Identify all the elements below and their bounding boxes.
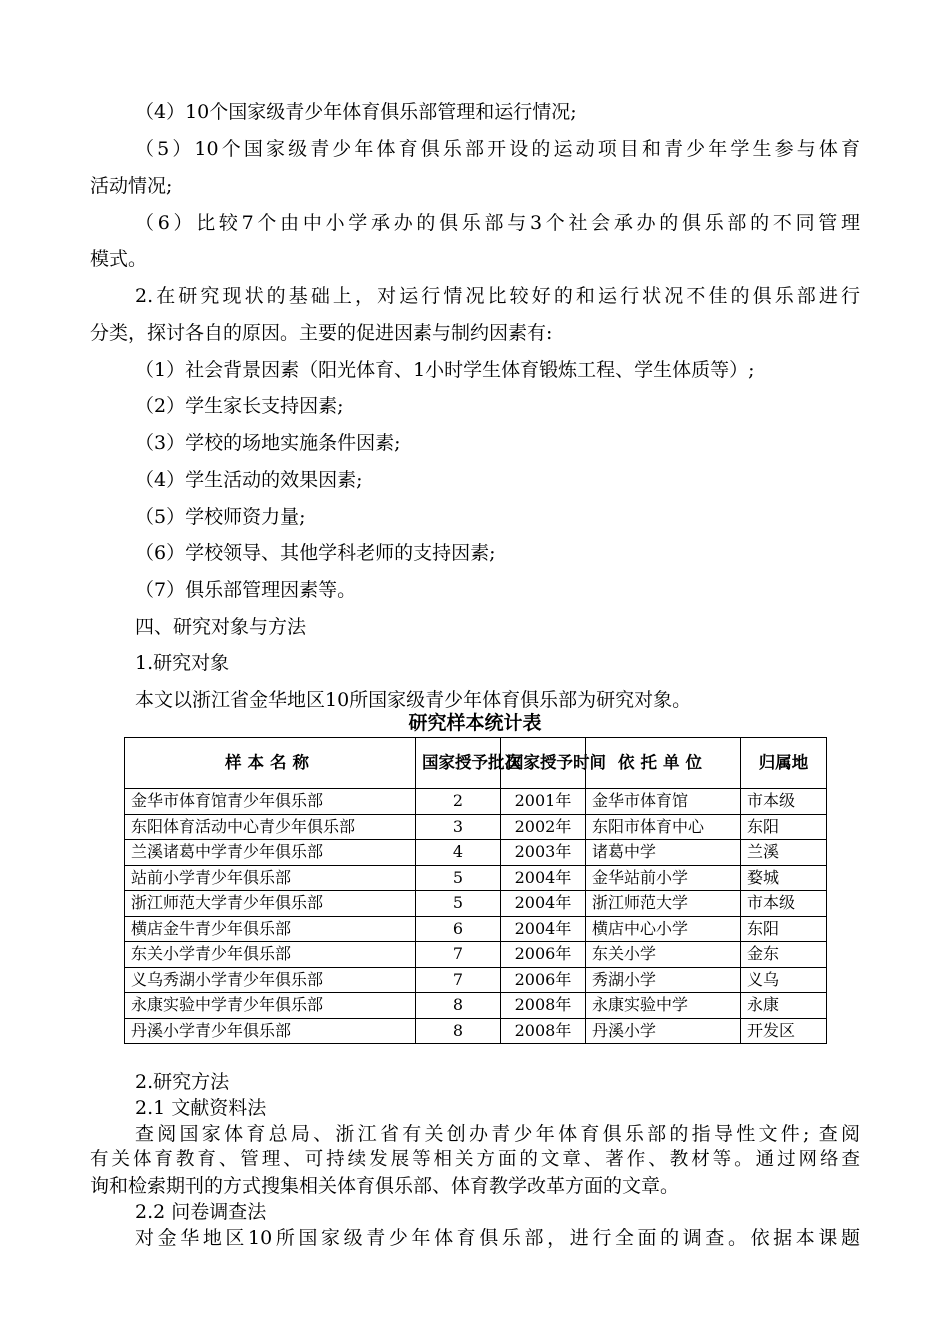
- cell-year: 2004年: [501, 916, 586, 942]
- cell-batch: 7: [416, 942, 501, 968]
- cell-batch: 7: [416, 967, 501, 993]
- item-6-compare-models: （6）比较7个由中小学承办的俱乐部与3个社会承办的俱乐部的不同管理: [135, 212, 860, 234]
- item-5-sports-projects: （5）10个国家级青少年体育俱乐部开设的运动项目和青少年学生参与体育: [135, 138, 860, 160]
- cell-host-unit: 东阳市体育中心: [586, 814, 741, 840]
- cell-sample-name: 东阳体育活动中心青少年俱乐部: [125, 814, 416, 840]
- table-row: [125, 916, 827, 942]
- table-caption: 研究样本统计表: [408, 712, 542, 734]
- cell-sample-name: 横店金牛青少年俱乐部: [125, 916, 416, 942]
- cell-host-unit: 金华站前小学: [586, 865, 741, 891]
- cell-year: 2003年: [501, 840, 586, 866]
- cell-batch: 5: [416, 865, 501, 891]
- table-row: [125, 942, 827, 968]
- cell-host-unit: 金华市体育馆: [586, 789, 741, 815]
- factor-7-club-management: （7）俱乐部管理因素等。: [135, 579, 357, 601]
- method-2-2-paragraph-line-1: 对金华地区10所国家级青少年体育俱乐部，进行全面的调查。依据本课题: [135, 1227, 860, 1249]
- cell-year: 2006年: [501, 967, 586, 993]
- header-host-unit: 依托单位: [586, 738, 741, 789]
- table-row: [125, 967, 827, 993]
- cell-location: 义乌: [741, 967, 827, 993]
- table-row: [125, 865, 827, 891]
- method-2-1-paragraph-line-3: 询和检索期刊的方式搜集相关体育俱乐部、体育教学改革方面的文章。: [90, 1175, 680, 1197]
- cell-sample-name: 浙江师范大学青少年俱乐部: [125, 891, 416, 917]
- cell-host-unit: 秀湖小学: [586, 967, 741, 993]
- table-row: [125, 814, 827, 840]
- sample-statistics-table: [124, 737, 827, 1044]
- cell-sample-name: 金华市体育馆青少年俱乐部: [125, 789, 416, 815]
- factor-1-social-background: （1）社会背景因素（阳光体育、1小时学生体育锻炼工程、学生体质等）;: [135, 359, 755, 381]
- method-2-1-paragraph-line-2: 有关体育教育、管理、可持续发展等相关方面的文章、著作、教材等。通过网络查: [90, 1149, 860, 1170]
- cell-host-unit: 横店中心小学: [586, 916, 741, 942]
- cell-year: 2008年: [501, 993, 586, 1019]
- cell-batch: 6: [416, 916, 501, 942]
- cell-host-unit: 浙江师范大学: [586, 891, 741, 917]
- method-2-1-heading: 2.1 文献资料法: [135, 1097, 267, 1119]
- cell-location: 开发区: [741, 1018, 827, 1044]
- cell-location: 东阳: [741, 814, 827, 840]
- item-4-club-management: （4）10个国家级青少年体育俱乐部管理和运行情况;: [135, 101, 577, 123]
- cell-host-unit: 永康实验中学: [586, 993, 741, 1019]
- section-4-heading: 四、研究对象与方法: [135, 616, 307, 638]
- item-6-continuation: 模式。: [90, 248, 148, 270]
- cell-location: 永康: [741, 993, 827, 1019]
- subsection-1-heading: 1.研究对象: [135, 652, 230, 674]
- factor-6-leadership-support: （6）学校领导、其他学科老师的支持因素;: [135, 542, 496, 564]
- cell-year: 2001年: [501, 789, 586, 815]
- cell-location: 兰溪: [741, 840, 827, 866]
- table-row: [125, 993, 827, 1019]
- cell-host-unit: 东关小学: [586, 942, 741, 968]
- cell-location: 婺城: [741, 865, 827, 891]
- cell-host-unit: 丹溪小学: [586, 1018, 741, 1044]
- factor-5-teacher-resources: （5）学校师资力量;: [135, 506, 306, 528]
- header-location: 归属地: [741, 738, 827, 789]
- cell-host-unit: 诸葛中学: [586, 840, 741, 866]
- table-row: [125, 891, 827, 917]
- cell-sample-name: 站前小学青少年俱乐部: [125, 865, 416, 891]
- item-5-continuation: 活动情况;: [90, 175, 173, 197]
- cell-sample-name: 永康实验中学青少年俱乐部: [125, 993, 416, 1019]
- research-object-statement: 本文以浙江省金华地区10所国家级青少年体育俱乐部为研究对象。: [135, 689, 692, 711]
- point-2-continuation: 分类，探讨各自的原因。主要的促进因素与制约因素有:: [90, 322, 553, 344]
- cell-location: 东阳: [741, 916, 827, 942]
- cell-year: 2008年: [501, 1018, 586, 1044]
- point-2-classification: 2.在研究现状的基础上，对运行情况比较好的和运行状况不佳的俱乐部进行: [135, 285, 860, 307]
- cell-batch: 3: [416, 814, 501, 840]
- table-header-row: [125, 738, 827, 789]
- cell-year: 2004年: [501, 891, 586, 917]
- cell-batch: 5: [416, 891, 501, 917]
- header-grant-batch: 国家授予批次: [416, 738, 501, 789]
- table-row: [125, 1018, 827, 1044]
- cell-batch: 4: [416, 840, 501, 866]
- subsection-2-heading: 2.研究方法: [135, 1071, 230, 1093]
- factor-3-site-conditions: （3）学校的场地实施条件因素;: [135, 432, 401, 454]
- method-2-2-heading: 2.2 问卷调查法: [135, 1201, 267, 1223]
- cell-sample-name: 兰溪诸葛中学青少年俱乐部: [125, 840, 416, 866]
- header-sample-name: 样本名称: [125, 738, 416, 789]
- cell-batch: 8: [416, 1018, 501, 1044]
- factor-4-activity-effect: （4）学生活动的效果因素;: [135, 469, 363, 491]
- cell-location: 市本级: [741, 789, 827, 815]
- header-grant-time: 国家授予时间: [501, 738, 586, 789]
- cell-batch: 2: [416, 789, 501, 815]
- cell-year: 2002年: [501, 814, 586, 840]
- cell-batch: 8: [416, 993, 501, 1019]
- cell-year: 2004年: [501, 865, 586, 891]
- method-2-1-paragraph-line-1: 查阅国家体育总局、浙江省有关创办青少年体育俱乐部的指导性文件; 查阅: [135, 1123, 860, 1145]
- table-row: [125, 840, 827, 866]
- cell-sample-name: 义乌秀湖小学青少年俱乐部: [125, 967, 416, 993]
- cell-sample-name: 丹溪小学青少年俱乐部: [125, 1018, 416, 1044]
- factor-2-parents-support: （2）学生家长支持因素;: [135, 395, 344, 417]
- cell-location: 金东: [741, 942, 827, 968]
- cell-location: 市本级: [741, 891, 827, 917]
- cell-sample-name: 东关小学青少年俱乐部: [125, 942, 416, 968]
- cell-year: 2006年: [501, 942, 586, 968]
- table-row: [125, 789, 827, 815]
